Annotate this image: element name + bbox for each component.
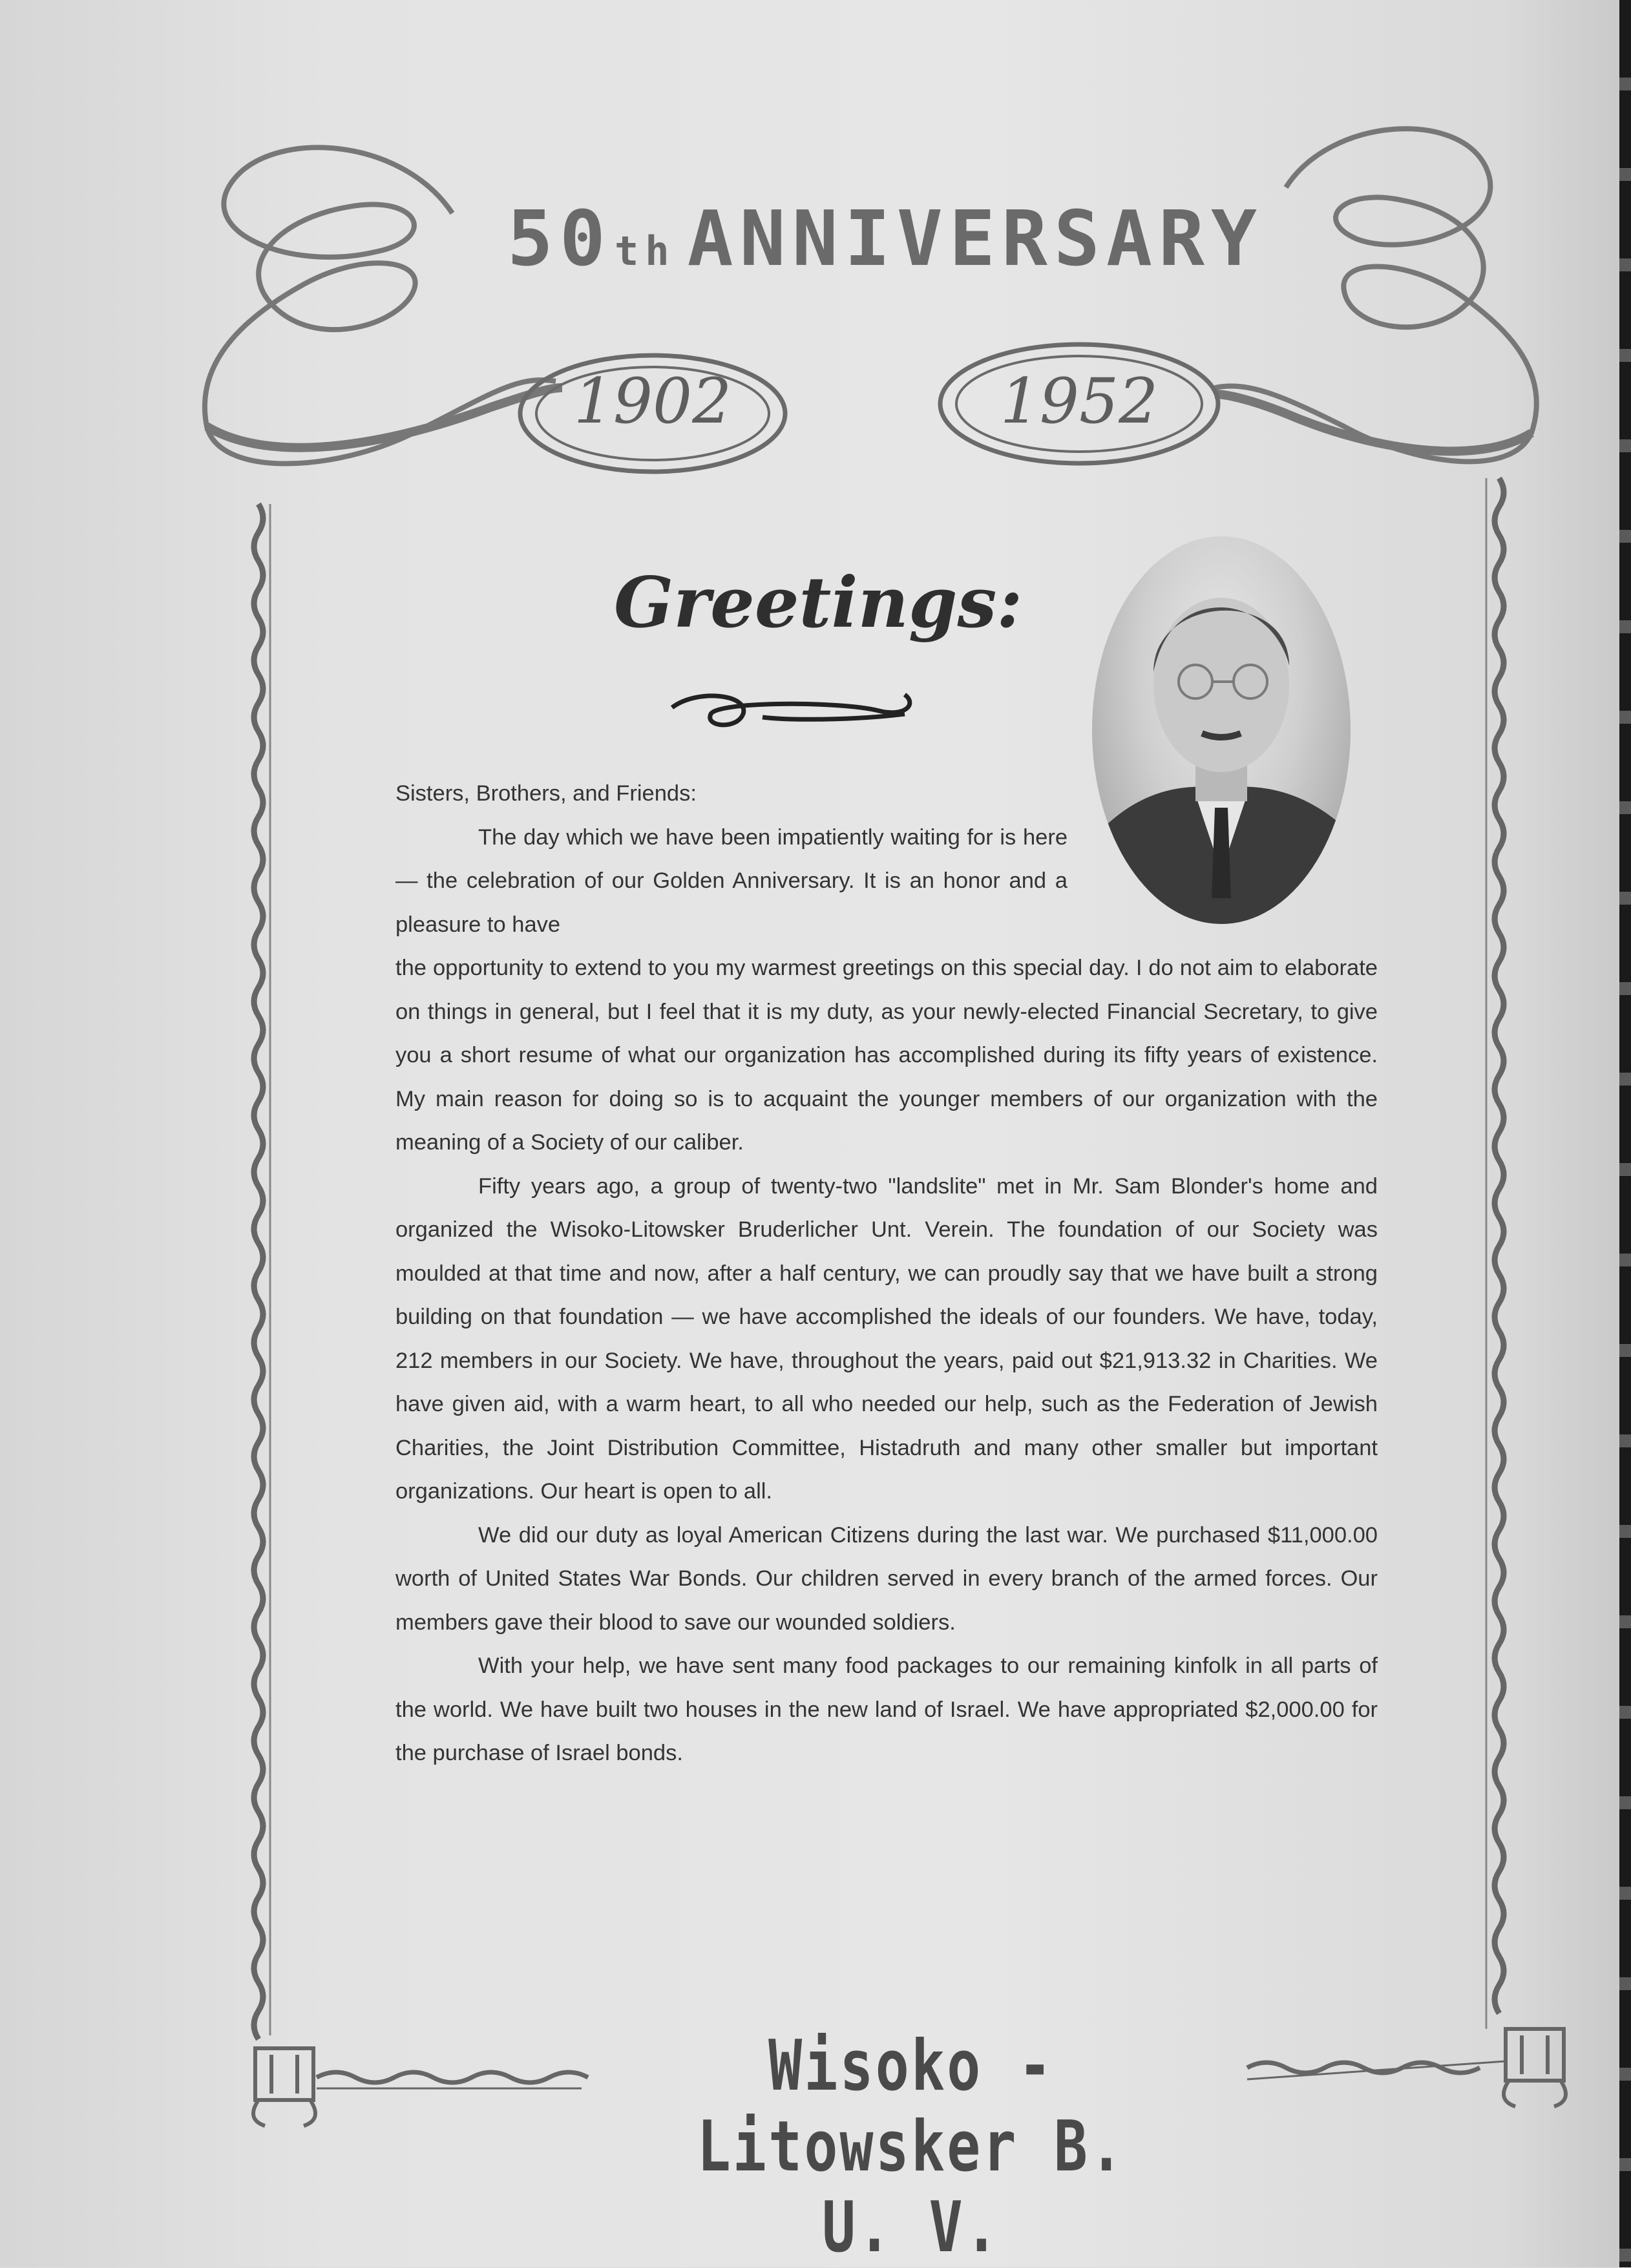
banner-ordinal: th [614,227,676,275]
right-wavy-border [1495,478,1504,2013]
right-scroll-flourish [1215,129,1537,461]
paragraph-1-rest: the opportunity to extend to you my warmest greetings on this special day. I do not aim to elaborate on things in general, but I feel that it is my duty, as your newly-elected Financial Secretary, to give you a short resume of what our organization has accomplished during its fifty years of existence. My main reason for doing so is to acquaint the younger members of our organization with the meaning of a Society of our caliber. [395,956,1378,1155]
bottom-left-corner-ornament [253,2048,315,2126]
left-wavy-border [254,504,263,2039]
binding-edge [1619,0,1631,2267]
year-start: 1902 [573,365,732,437]
greeting-heading: Greetings: [614,562,1023,644]
paragraph-1-intro: The day which we have been impatiently waiting for is here — the celebration of our Golden Anniversary. It is an honor and a pleasure to have [395,824,1068,937]
banner-word: ANNIVERSARY [687,194,1264,283]
greeting-flourish [672,695,910,725]
salutation: Sisters, Brothers, and Friends: [395,781,697,806]
paragraph-4: With your help, we have sent many food packages to our remaining kinfolk in all parts of the world. We have built two houses in the new land of Israel. We have appropriated $2,000.00 for the purchase of Israel bonds. [395,1654,1378,1765]
bottom-right-corner-ornament [1504,2029,1566,2106]
bottom-left-wave [317,2072,588,2083]
year-end: 1952 [1000,365,1159,437]
paragraph-3: We did our duty as loyal American Citizens during the last war. We purchased $11,000.00 worth of United States War Bonds. Our children served in every branch of the armed forces. Our members gave their blood to save our wounded soldiers. [395,1522,1378,1635]
letter-body [395,772,1378,1776]
society-name-footer: Wisoko - Litowsker B. U. V. [697,2026,1126,2268]
paragraph-2: Fifty years ago, a group of twenty-two "landslite" met in Mr. Sam Blonder's home and organized the Wisoko-Litowsker Bruderlicher Unt. Verein. The foundation of our Society was moulded at that time and now, after a half century, we can proudly say that we have built a strong building on that foundation — we have accomplished the ideals of our founders. We have, today, 212 members in our Society. We have, throughout the years, paid out $21,913.32 in Charities. We have given aid, with a warm heart, to all who needed our help, such as the Federation of Jewish Charities, the Joint Distribution Committee, Histadruth and many other smaller but important organizations. Our heart is open to all. [395,1173,1378,1504]
banner-number: 50 [507,194,612,283]
anniversary-banner [507,194,1264,284]
